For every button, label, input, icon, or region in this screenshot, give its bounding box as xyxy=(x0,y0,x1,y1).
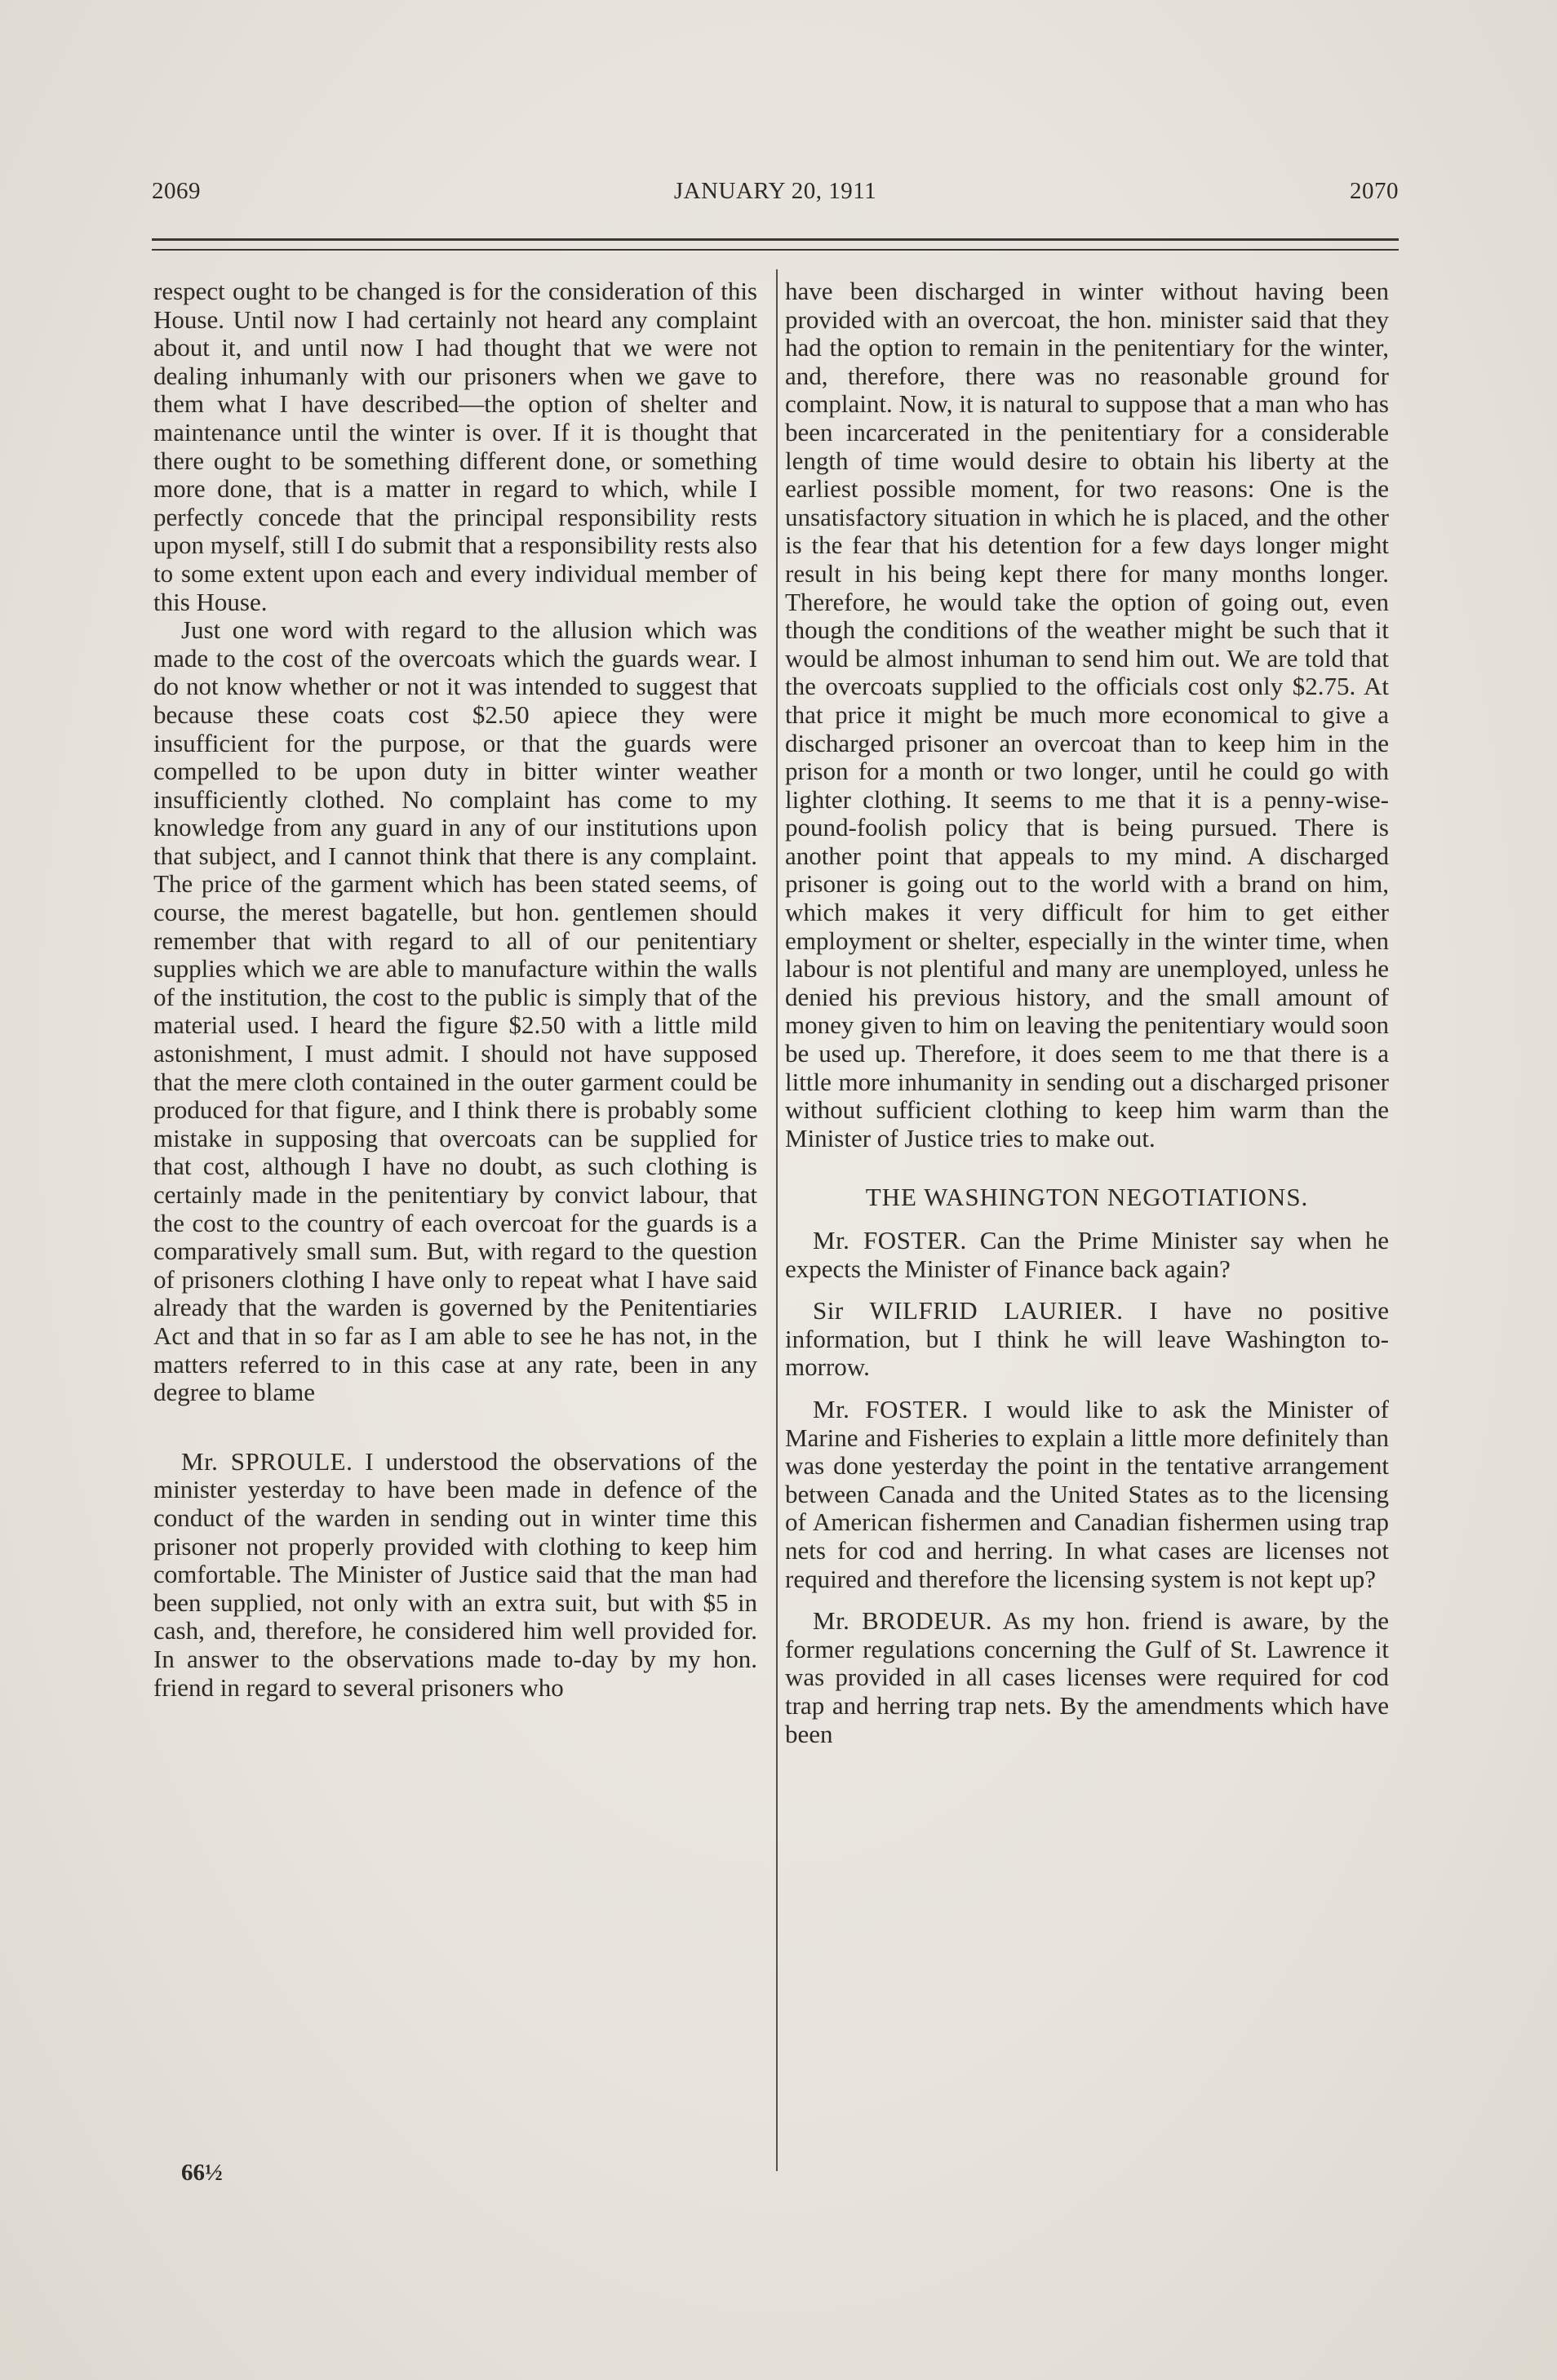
paragraph: Just one word with regard to the allusion which was made to the cost of the overcoats which the guards wear. I do not know whether or not it was intended to suggest that because these coats cost $2.50 apiece they were insufficient for the purpose, or that the guards were compelled to be upon duty in bitter winter weather insufficiently clothed. No complaint has come to my knowledge from any guard in any of our institutions upon that subject, and I cannot think that there is any complaint. The price of the garment which has been stated seems, of course, the merest bagatelle, but hon. gentlemen should remember that with regard to all of our penitentiary supplies which we are able to manufacture within the walls of the institution, the cost to the public is simply that of the material used. I heard the figure $2.50 with a little mild astonishment, I must admit. I should not have supposed that the mere cloth contained in the outer garment could be produced for that figure, and I think there is probably some mistake in supposing that overcoats can be supplied for that cost, although I have no doubt, as such clothing is certainly made in the penitentiary by convict labour, that the cost to the country of each overcoat for the guards is a comparatively small sum. But, with regard to the question of prisoners clothing I have only to repeat what I have said already that the warden is governed by the Penitentiaries Act and that in so far as I am able to see he has not, in the matters referred to in this case at any rate, been in any degree to blame xyxy=(153,615,757,1407)
page-header xyxy=(152,178,1399,219)
speech-text: As my hon. friend is aware, by the former regulations concerning the Gulf of St. Lawrence it was provided in all cases licenses were required for cod trap and herring trap nets. By the amendments which have been xyxy=(785,1606,1389,1748)
header-rule-bottom xyxy=(152,249,1399,251)
section-title: THE WASHINGTON NEGOTIATIONS. xyxy=(865,1183,1309,1212)
page-number-right: 2070 xyxy=(1350,178,1399,204)
paragraph xyxy=(153,1448,757,1702)
paragraph xyxy=(785,1396,1389,1593)
speaker-name: Mr. BRODEUR. xyxy=(813,1606,993,1636)
page-date: JANUARY 20, 1911 xyxy=(673,178,877,204)
signature-mark: 66½ xyxy=(181,2160,223,2186)
speech-text: I would like to ask the Minister of Marine and Fisheries to explain a little more definitely than was done yesterday the point in the tentative arrangement between Canada and the United States as to the licensing of American fishermen and Canadian fishermen using trap nets for cod and herring. In what cases are licenses not required and therefore the licensing system is not kept up? xyxy=(785,1394,1389,1593)
page-number-left: 2069 xyxy=(152,178,201,204)
speaker-name: Sir WILFRID LAURIER. xyxy=(813,1296,1124,1325)
paragraph: respect ought to be changed is for the consideration of this House. Until now I had certainly not heard any complaint about it, and until now I had thought that we were not dealing inhumanly with our prisoners when we gave to them what I have described—the option of shelter and maintenance until the winter is over. If it is thought that there ought to be something different done, or something more done, that is a matter in regard to which, while I perfectly concede that the principal responsibility rests upon myself, still I do submit that a responsibility rests also to some extent upon each and every individual member of this House. xyxy=(153,277,757,616)
speech-text: I have no positive information, but I think he will leave Washington to-morrow. xyxy=(785,1296,1389,1382)
left-column xyxy=(153,278,757,1702)
speech-text: I understood the observations of the minister yesterday to have been made in defence of the conduct of the warden in sending out in winter time this prisoner not properly provided with clothing to keep him comfortable. The Minister of Justice said that the man had been supplied, not only with an extra suit, but with $5 in cash, and, therefore, he considered him well provided for. In answer to the observations made to-day by my hon. friend in regard to several prisoners who xyxy=(153,1446,758,1702)
column-divider xyxy=(776,269,778,2171)
speech-text: Can the Prime Minister say when he expects the Minister of Finance back again? xyxy=(785,1226,1389,1283)
paragraph xyxy=(785,1607,1389,1748)
speaker-name: Mr. SPROULE. xyxy=(181,1446,353,1476)
paragraph: have been discharged in winter without having been provided with an overcoat, the hon. minister said that they had the option to remain in the penitentiary for the winter, and, therefore, there was no reasonable ground for complaint. Now, it is natural to suppose that a man who has been incarcerated in the penitentiary for a considerable length of time would desire to obtain his liberty at the earliest possible moment, for two reasons: One is the unsatisfactory situation in which he is placed, and the other is the fear that his detention for a few days longer might result in his being kept there for many months longer. Therefore, he would take the option of going out, even though the conditions of the weather might be such that it would be almost inhuman to send him out. We are told that the overcoats supplied to the officials cost only $2.75. At that price it might be much more economical to give a discharged prisoner an overcoat than to keep him in the prison for a month or two longer, until he could go with lighter clothing. It seems to me that it is a penny-wise-pound-foolish policy that is being pursued. There is another point that appeals to my mind. A discharged prisoner is going out to the world with a brand on him, which makes it very difficult for him to get either employment or shelter, especially in the winter time, when labour is not plentiful and many are unemployed, unless he denied his previous history, and the small amount of money given to him on leaving the penitentiary would soon be used up. Therefore, it does seem to me that there is a little more inhumanity in sending out a discharged prisoner without sufficient clothing to keep him warm than the Minister of Justice tries to make out. xyxy=(785,277,1389,1152)
paragraph xyxy=(785,1227,1389,1283)
speaker-name: Mr. FOSTER. xyxy=(813,1226,967,1254)
right-column xyxy=(785,278,1389,1748)
paragraph xyxy=(785,1297,1389,1382)
header-rule-top xyxy=(152,238,1399,241)
speaker-name: Mr. FOSTER. xyxy=(813,1394,969,1423)
